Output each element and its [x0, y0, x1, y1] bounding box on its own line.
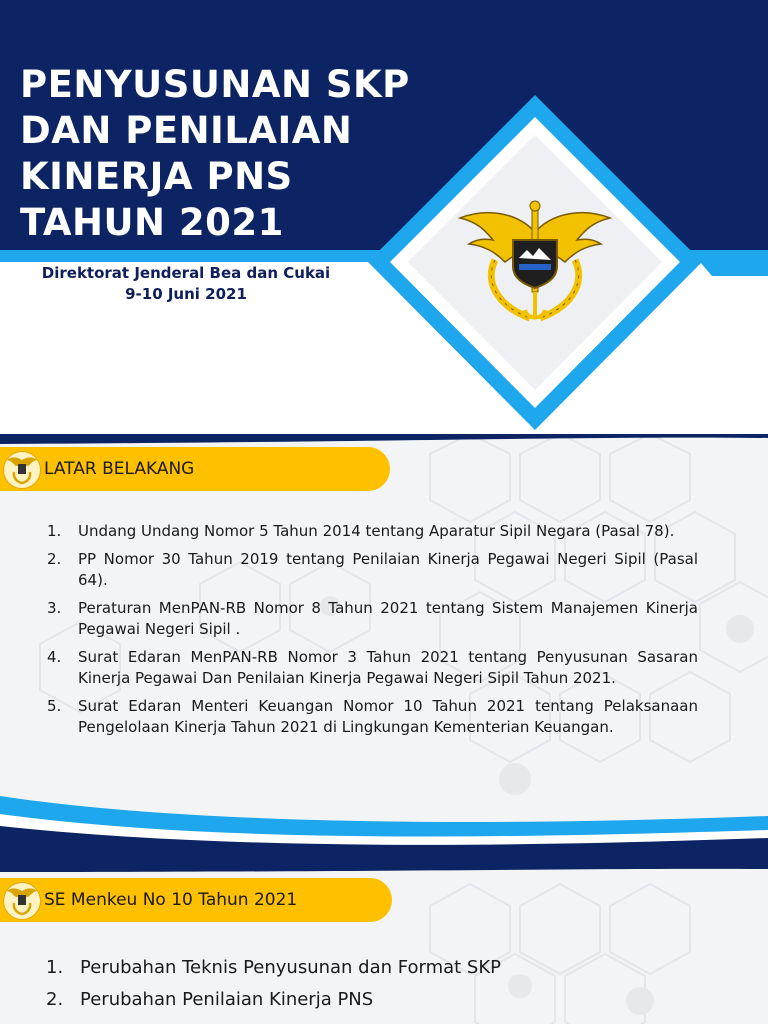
section-heading-text: SE Menkeu No 10 Tahun 2021 — [44, 890, 298, 910]
list-item — [42, 647, 698, 689]
section-heading-se-menkeu — [0, 878, 392, 922]
event-date: 9-10 Juni 2021 — [125, 285, 247, 303]
title-line: DAN PENILAIAN — [20, 109, 353, 152]
background-slide — [0, 434, 768, 866]
list-item — [42, 984, 692, 1016]
list-item — [42, 598, 698, 640]
list-item-text: Perubahan Penilaian Kinerja PNS — [80, 989, 374, 1010]
customs-emblem-icon — [3, 882, 41, 920]
top-band — [0, 434, 768, 446]
list-item-text: Surat Edaran Menteri Keuangan Nomor 10 Tahun 2021 tentang Pelaksanaan Pengelolaan Kinerja Tahun 2021 di Lingkungan Kementerian Keuangan. — [78, 697, 698, 736]
list-item — [42, 952, 692, 984]
list-number: 3. — [47, 599, 62, 617]
list-item-text: Perubahan Teknis Penyusunan dan Format SKP — [80, 957, 501, 978]
customs-emblem-icon — [455, 200, 615, 330]
slide-subtitle — [10, 263, 362, 305]
list-item-text: PP Nomor 30 Tahun 2019 tentang Penilaian Kinerja Pegawai Negeri Sipil (Pasal 64). — [78, 550, 698, 589]
list-number: 1. — [46, 957, 64, 978]
section-heading-text: LATAR BELAKANG — [44, 459, 195, 479]
customs-emblem-icon — [3, 451, 41, 489]
organization-name: Direktorat Jenderal Bea dan Cukai — [41, 264, 331, 282]
list-number: 5. — [47, 697, 62, 715]
list-number: 2. — [46, 989, 64, 1010]
list-number: 2. — [47, 550, 62, 568]
list-number: 4. — [47, 648, 62, 666]
top-band — [0, 866, 768, 876]
changes-list — [42, 952, 692, 1016]
title-line: KINERJA PNS — [20, 155, 293, 198]
list-item — [42, 696, 698, 738]
list-item-text: Undang Undang Nomor 5 Tahun 2014 tentang Aparatur Sipil Negara (Pasal 78). — [78, 522, 675, 540]
list-item-text: Peraturan MenPAN-RB Nomor 8 Tahun 2021 tentang Sistem Manajemen Kinerja Pegawai Negeri Sipil . — [78, 599, 698, 638]
legal-basis-list — [42, 521, 698, 745]
slide-title — [20, 62, 440, 246]
se-menkeu-slide — [0, 866, 768, 1024]
list-number: 1. — [47, 522, 62, 540]
list-item — [42, 521, 698, 542]
section-heading-latar-belakang — [0, 447, 390, 491]
title-line: TAHUN 2021 — [20, 201, 284, 244]
bottom-wave-decoration — [0, 786, 768, 866]
title-slide — [0, 0, 768, 430]
title-line: PENYUSUNAN SKP — [20, 63, 410, 106]
list-item — [42, 549, 698, 591]
list-item-text: Surat Edaran MenPAN-RB Nomor 3 Tahun 2021 tentang Penyusunan Sasaran Kinerja Pegawai Dan Penilaian Kinerja Pegawai Negeri Sipil Tahun 2021. — [78, 648, 698, 687]
